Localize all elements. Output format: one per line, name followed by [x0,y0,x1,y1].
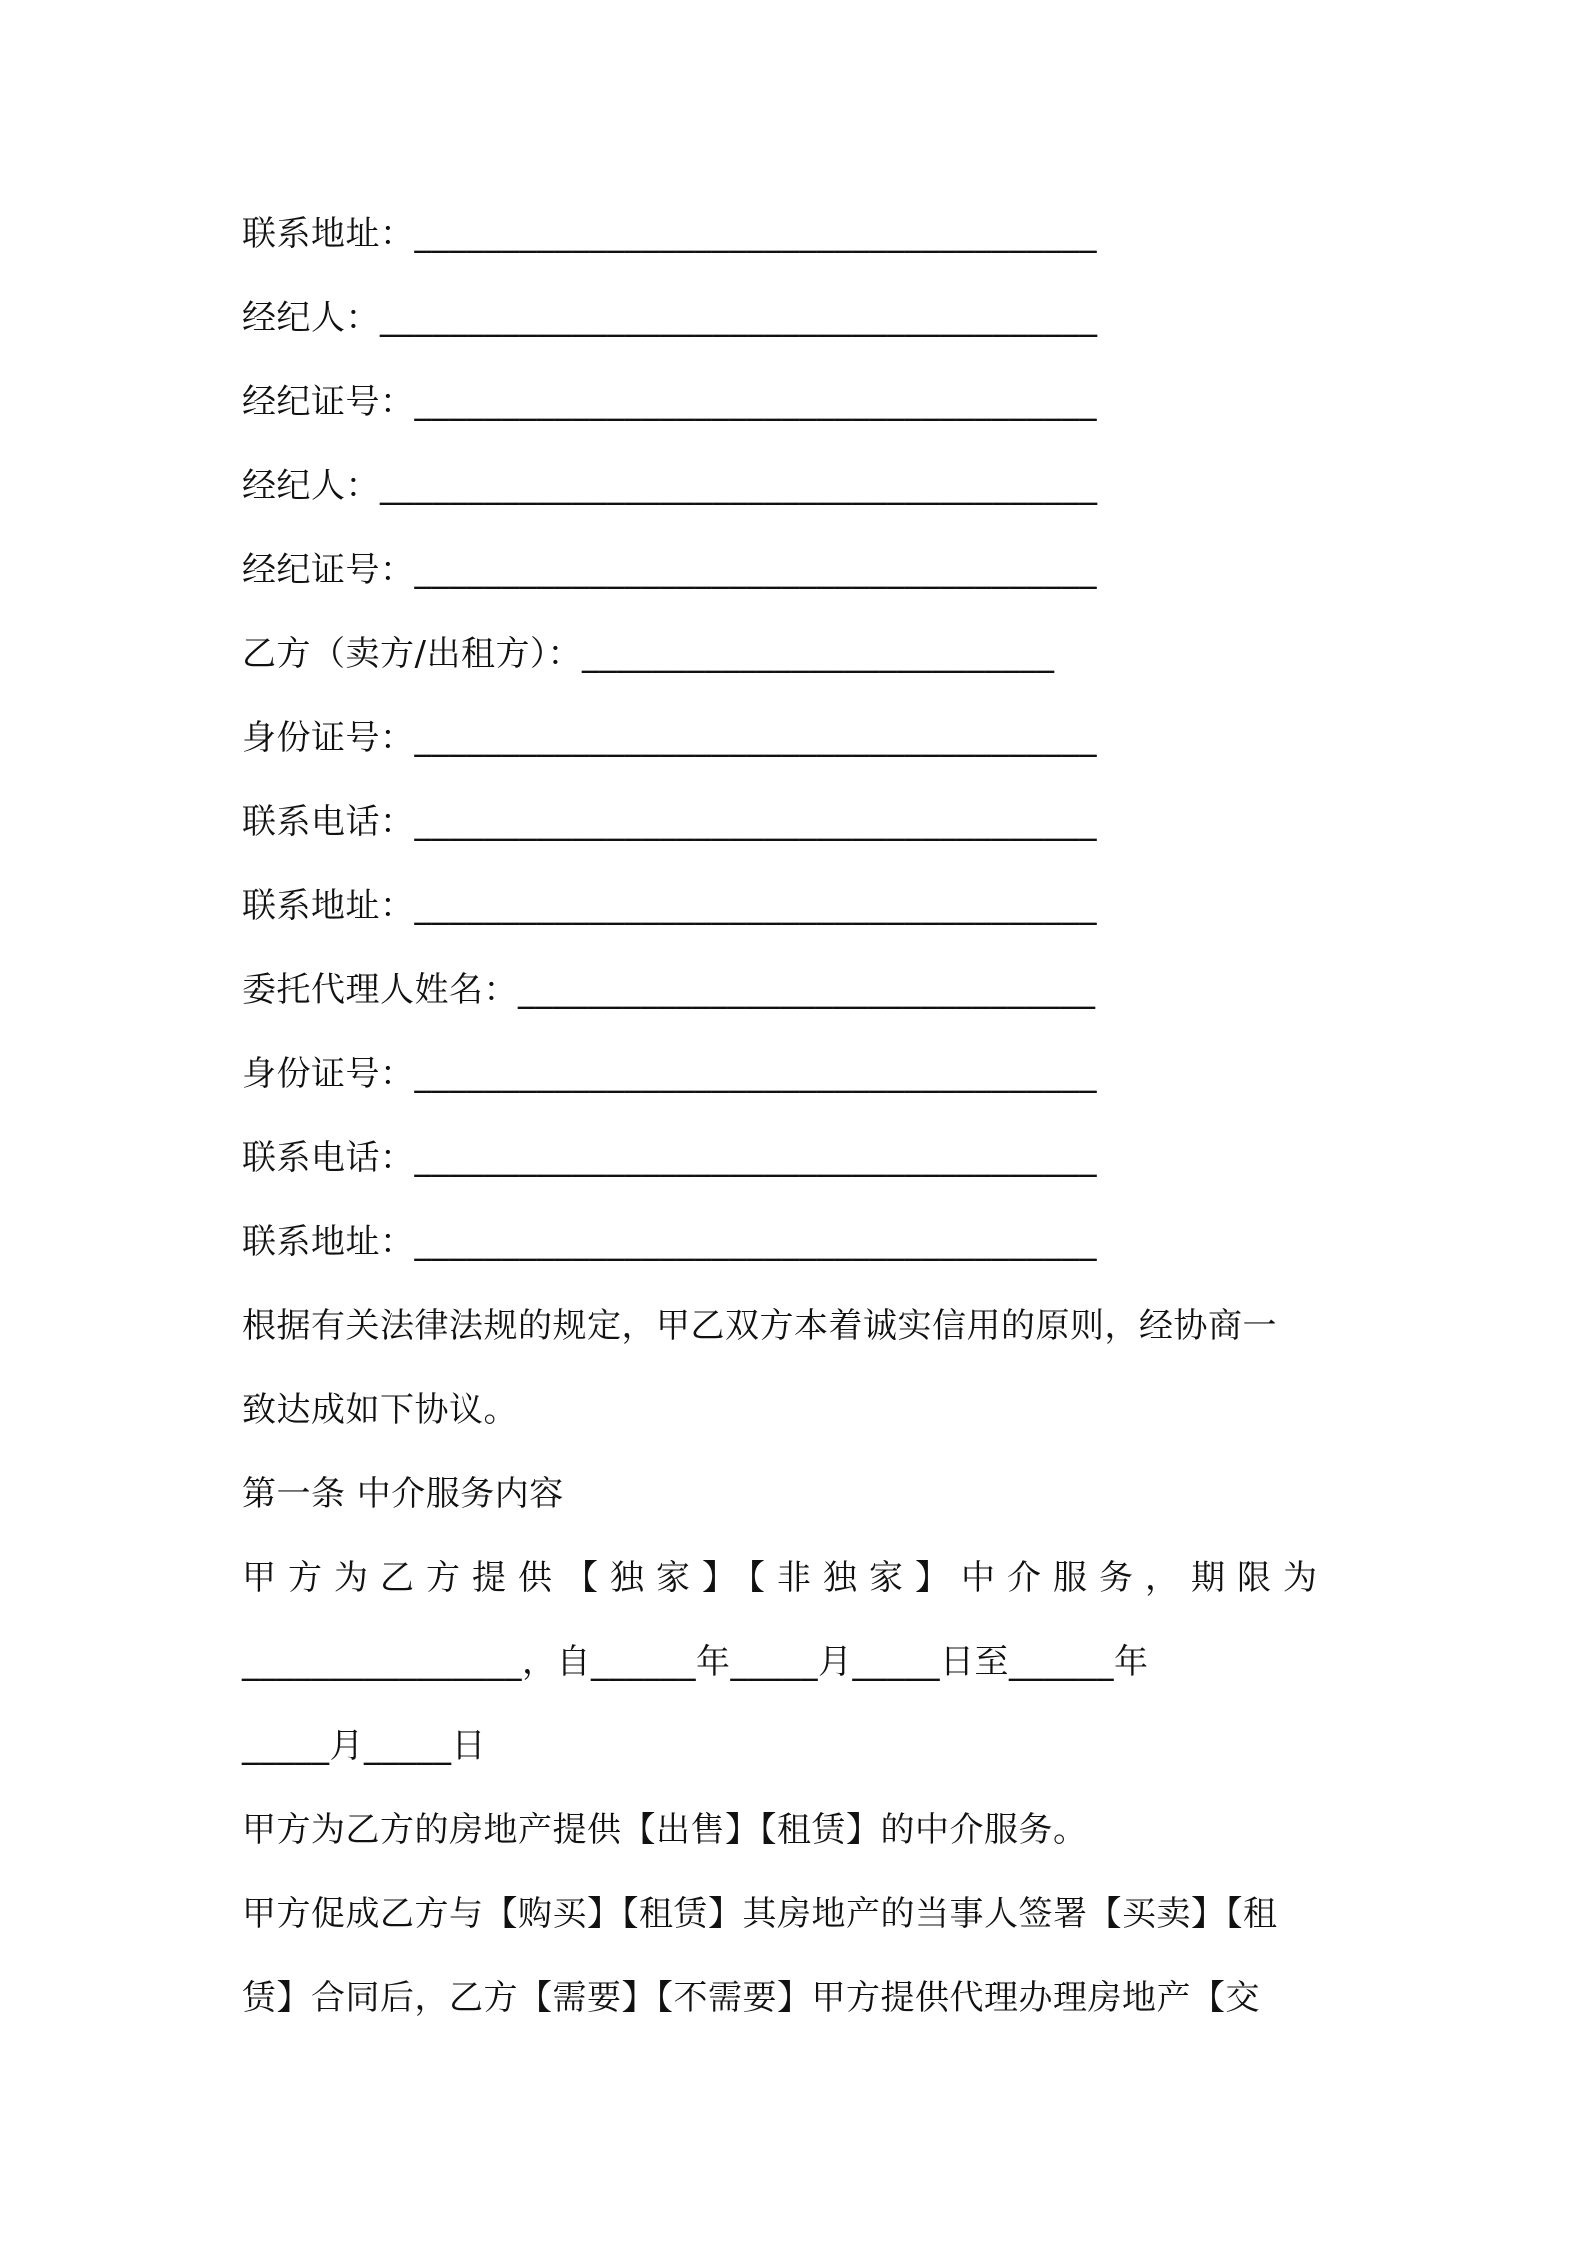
id-number-line-1: 身份证号：_______________________________________ [242,718,1097,758]
agent-name-line: 委托代理人姓名：_________________________________ [242,970,1096,1010]
service-type-line: 甲方为乙方的房地产提供【出售】【租赁】的中介服务。 [242,1810,1088,1850]
agent-line-2: 经纪人：_________________________________________ [242,466,1098,506]
party-b-line: 乙方（卖方/出租方）：___________________________ [242,634,1055,674]
id-number-line-2: 身份证号：_______________________________________ [242,1054,1097,1094]
agent-license-line-1: 经纪证号：_______________________________________ [242,382,1097,422]
agent-line-1: 经纪人：_________________________________________ [242,298,1098,338]
service-term-line-1: 甲方为乙方提供【独家】【非独家】中介服务，期限为 [242,1558,1329,1598]
contact-address-line-3: 联系地址：_______________________________________ [242,1222,1097,1262]
agent-license-line-2: 经纪证号：_______________________________________ [242,550,1097,590]
service-term-line-3: _____月_____日 [242,1726,486,1766]
service-term-line-2: ________________，自______年_____月_____日至______年 [242,1642,1149,1682]
phone-line-1: 联系电话：_______________________________________ [242,802,1097,842]
contract-line-2: 赁】合同后，乙方【需要】【不需要】甲方提供代理办理房地产【交 [242,1978,1260,2018]
article-1-heading: 第一条 中介服务内容 [242,1474,564,1514]
phone-line-2: 联系电话：_______________________________________ [242,1138,1097,1178]
preamble-line-2: 致达成如下协议。 [242,1390,518,1430]
preamble-line-1: 根据有关法律法规的规定，甲乙双方本着诚实信用的原则，经协商一 [242,1306,1277,1346]
contact-address-line-1: 联系地址：_______________________________________ [242,214,1097,254]
contact-address-line-2: 联系地址：_______________________________________ [242,886,1097,926]
contract-line-1: 甲方促成乙方与【购买】【租赁】其房地产的当事人签署【买卖】【租 [242,1894,1278,1934]
